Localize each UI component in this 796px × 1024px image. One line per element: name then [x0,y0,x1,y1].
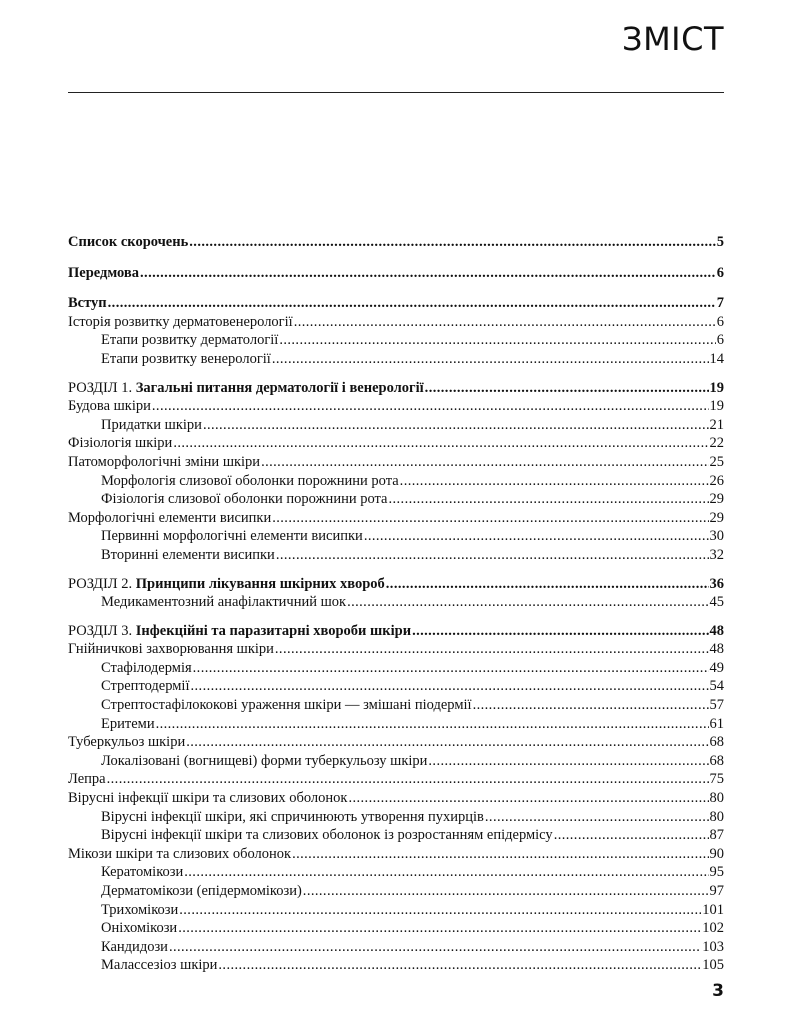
toc-page-number: 6 [716,264,724,281]
dot-leader [218,956,701,975]
toc-page-number: 30 [709,528,724,545]
toc-section-heading[interactable] [68,379,724,398]
toc-entry-title: Фізіологія шкіри [68,435,173,452]
toc-subentry[interactable] [68,593,724,612]
toc-entry-title: Вірусні інфекції шкіри, які спричинюють утворення пухирців [101,808,484,825]
toc-entry[interactable] [68,313,724,332]
toc-page-number: 90 [709,845,724,862]
dot-leader [184,863,708,882]
toc-page-number: 68 [709,734,724,751]
toc-page-number: 26 [709,472,724,489]
toc-entry-title: Еритеми [101,715,155,732]
toc-page-number: 6 [716,313,724,330]
toc-entry-title: Кандидози [101,938,168,955]
toc-entry-title: Стафілодермія [101,659,192,676]
dot-leader [261,453,708,472]
toc-page-number: 57 [709,697,724,714]
toc-entry-title: Патоморфологічні зміни шкіри [68,453,261,470]
toc-entry[interactable] [68,770,724,789]
toc-subentry[interactable] [68,659,724,678]
toc-entry-title: Малассезіоз шкіри [101,957,218,974]
toc-subentry[interactable] [68,826,724,845]
toc-subentry[interactable] [68,938,724,957]
toc-entry[interactable] [68,509,724,528]
toc-subentry[interactable] [68,863,724,882]
toc-entry-title [68,622,411,641]
toc-subentry[interactable] [68,677,724,696]
dot-leader [303,882,709,901]
toc-entry-title: Будова шкіри [68,398,151,415]
toc-subentry[interactable] [68,416,724,435]
toc-subentry[interactable] [68,715,724,734]
toc-page-number: 101 [702,901,724,918]
dot-leader [186,733,708,752]
toc-page-number: 61 [709,715,724,732]
toc-entry-title: Гнійничкові захворювання шкіри [68,641,274,658]
toc-page-number: 36 [709,575,724,592]
toc-entry-title: Придатки шкіри [101,416,202,433]
toc-subentry[interactable] [68,472,724,491]
toc-section-heading[interactable] [68,575,724,594]
dot-leader [386,575,709,594]
section-title: Принципи лікування шкірних хвороб [135,575,385,592]
section-title: Загальні питання дерматології і венерології [135,379,424,396]
toc-entry-title: Вірусні інфекції шкіри та слизових оболонок [68,790,348,807]
dot-leader [294,313,716,332]
toc-entry-title: Кератомікози [101,864,184,881]
dot-leader [156,715,709,734]
dot-leader [485,808,709,827]
toc-page-number: 80 [709,808,724,825]
toc-page-number: 14 [709,350,724,367]
toc-page-number: 19 [709,379,724,396]
toc-subentry[interactable] [68,696,724,715]
section-prefix: РОЗДІЛ 1. [68,379,133,396]
dot-leader [412,622,708,641]
toc-entry-title: Трихомікози [101,901,179,918]
toc-entry-title: Вторинні елементи висипки [101,546,275,563]
toc-entry-title [68,575,385,594]
dot-leader [107,770,709,789]
toc-page-number: 68 [709,752,724,769]
toc-entry[interactable] [68,640,724,659]
toc-entry-title: Морфологія слизової оболонки порожнини рота [101,472,399,489]
toc-subentry[interactable] [68,752,724,771]
dot-leader [193,659,709,678]
toc-entry-title: Фізіологія слизової оболонки порожнини рота [101,491,388,508]
toc-page-number: 102 [702,920,724,937]
toc-page-number: 25 [709,453,724,470]
toc-page-number: 7 [716,295,724,312]
toc-entry[interactable] [68,397,724,416]
page-title: ЗМІСТ [622,20,724,58]
dot-leader [428,752,708,771]
toc-subentry[interactable] [68,808,724,827]
page-number: 3 [712,981,724,1001]
dot-leader [169,938,701,957]
toc-entry-title: Морфологічні елементи висипки [68,509,272,526]
dot-leader [292,845,708,864]
toc-subentry[interactable] [68,527,724,546]
toc-entry[interactable] [68,294,724,313]
toc-entry[interactable] [68,264,724,283]
toc-entry-title: Вірусні інфекції шкіри та слизових оболонок із розростанням епідермісу [101,827,553,844]
dot-leader [388,490,708,509]
toc-page-number: 75 [709,771,724,788]
dot-leader [179,901,701,920]
toc-entry-title: Лепра [68,771,106,788]
section-prefix: РОЗДІЛ 2. [68,575,133,592]
dot-leader [173,434,708,453]
toc-entry-title: Історія розвитку дерматовенерології [68,313,293,330]
toc-page-number: 19 [709,398,724,415]
toc-entry-title: Туберкульоз шкіри [68,734,186,751]
toc-entry-title: Список скорочень [68,234,189,250]
section-prefix: РОЗДІЛ 3. [68,622,133,639]
dot-leader [152,397,709,416]
toc-page-number: 103 [702,938,724,955]
dot-leader [203,416,709,435]
toc-section-heading[interactable] [68,622,724,641]
toc-page-number: 45 [709,594,724,611]
toc-entry[interactable] [68,789,724,808]
dot-leader [178,919,701,938]
toc-subentry[interactable] [68,546,724,565]
toc-page-number: 95 [709,864,724,881]
dot-leader [272,350,709,369]
toc-page-number: 22 [709,435,724,452]
toc-entry[interactable] [68,233,724,252]
table-of-contents [68,233,724,975]
toc-entry[interactable] [68,733,724,752]
toc-page-number: 6 [716,332,724,349]
toc-subentry[interactable] [68,350,724,369]
toc-entry-title: Вступ [68,295,107,312]
toc-entry-title: Передмова [68,264,140,281]
dot-leader [425,379,709,398]
dot-leader [364,527,709,546]
section-title: Інфекційні та паразитарні хвороби шкіри [135,622,412,639]
toc-page-number: 105 [702,957,724,974]
toc-entry-title: Первинні морфологічні елементи висипки [101,528,363,545]
dot-leader [275,640,709,659]
toc-page-number: 5 [716,234,724,250]
dot-leader [189,233,715,252]
toc-page-number: 21 [709,416,724,433]
toc-entry-title [68,379,424,398]
toc-entry-title: Дерматомікози (епідермомікози) [101,883,302,899]
dot-leader [108,294,716,313]
toc-page-number: 48 [709,622,724,639]
toc-entry[interactable] [68,845,724,864]
toc-entry-title: Етапи розвитку венерології [101,350,271,367]
toc-subentry[interactable] [68,956,724,975]
toc-page-number: 54 [709,678,724,695]
toc-subentry[interactable] [68,901,724,920]
toc-page-number: 29 [709,509,724,526]
toc-entry[interactable] [68,453,724,472]
toc-page-number: 32 [709,546,724,563]
toc-entry-title: Медикаментозний анафілактичний шок [101,594,347,611]
dot-leader [279,331,715,350]
dot-leader [348,789,708,808]
toc-page-number: 97 [709,883,724,899]
toc-subentry[interactable] [68,490,724,509]
toc-entry[interactable] [68,434,724,453]
toc-entry-title: Етапи розвитку дерматології [101,332,279,349]
dot-leader [554,826,709,845]
dot-leader [140,264,716,283]
toc-subentry[interactable] [68,919,724,938]
toc-entry-title: Локалізовані (вогнищеві) форми туберкульозу шкіри [101,752,428,769]
toc-page-number: 49 [709,659,724,676]
toc-entry-title: Мікози шкіри та слизових оболонок [68,845,292,862]
toc-page-number: 80 [709,790,724,807]
toc-subentry[interactable] [68,882,724,901]
toc-entry-title: Стрептодермії [101,678,190,695]
dot-leader [191,677,709,696]
toc-page-number: 29 [709,491,724,508]
toc-page-number: 87 [709,827,724,844]
heading-rule [68,92,724,93]
toc-page-number: 48 [709,641,724,658]
toc-subentry[interactable] [68,331,724,350]
toc-entry-title: Стрептостафілококові ураження шкіри — змішані піодермії [101,697,472,714]
toc-entry-title: Онiхомікози [101,920,178,937]
dot-leader [272,509,708,528]
dot-leader [347,593,708,612]
dot-leader [400,472,709,491]
dot-leader [473,696,709,715]
dot-leader [276,546,709,565]
